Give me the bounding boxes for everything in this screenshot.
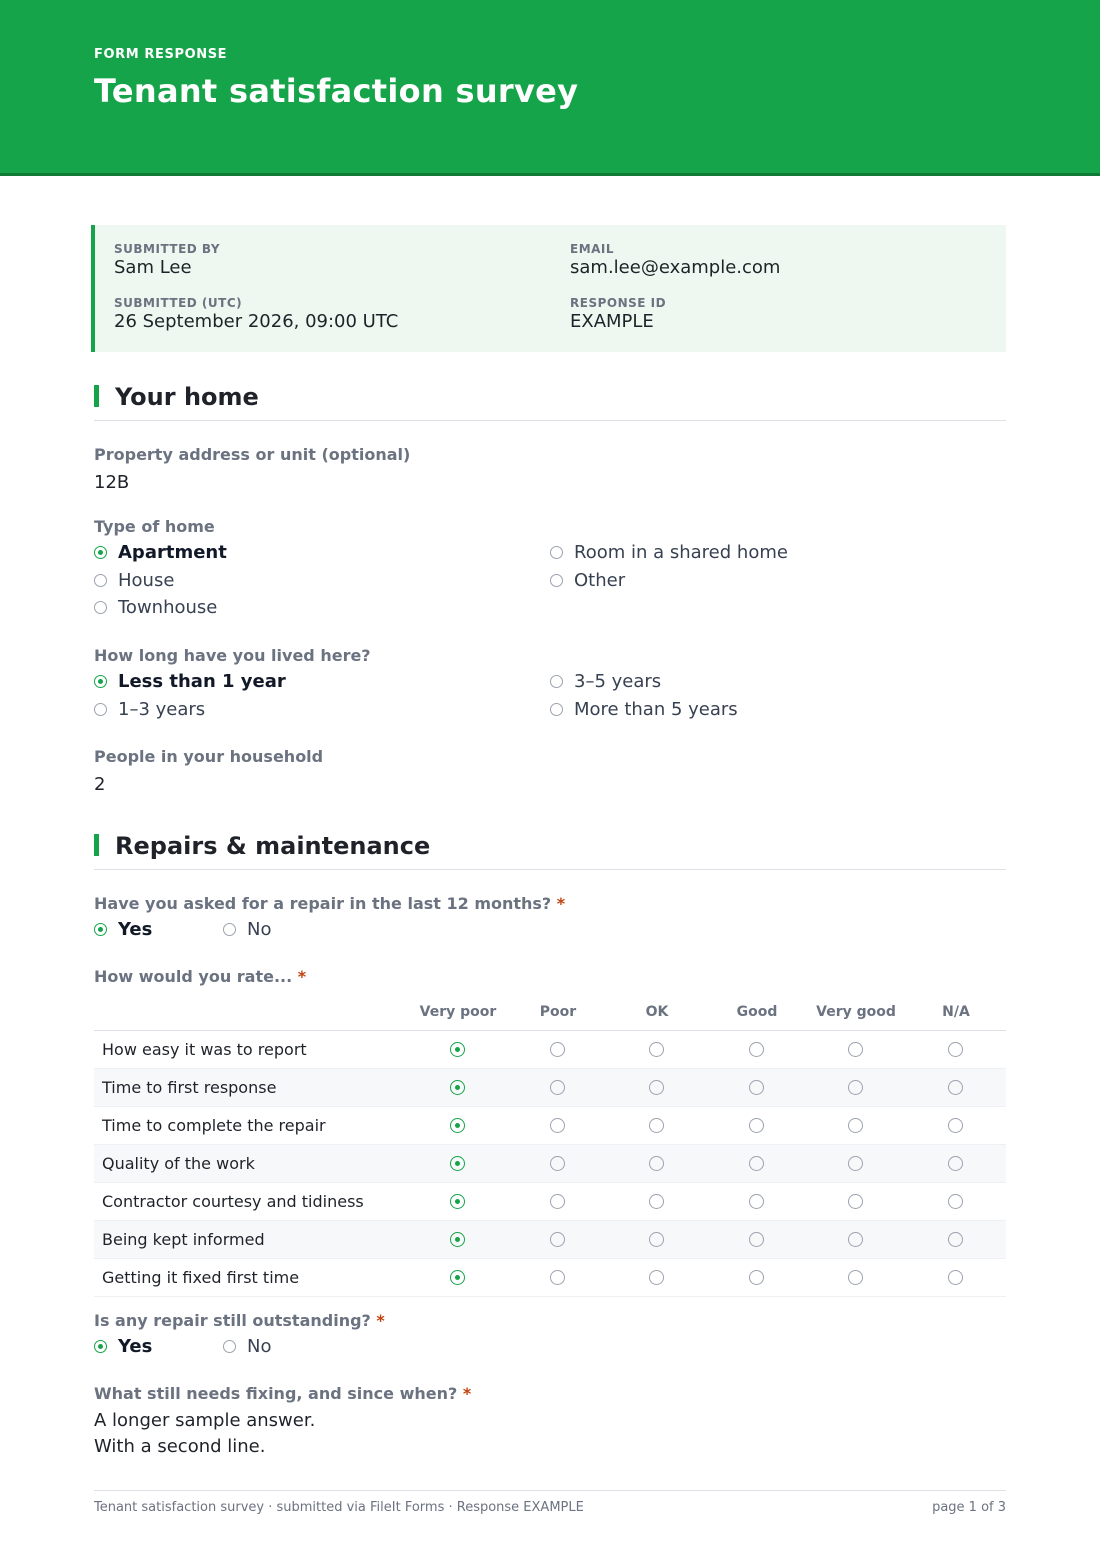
rating-row-label: Getting it fixed first time <box>102 1268 300 1287</box>
radio-empty-icon <box>550 1156 565 1171</box>
option-home-type-townhouse[interactable]: Townhouse <box>94 597 217 618</box>
radio-empty-icon <box>649 1232 664 1247</box>
form-eyebrow: FORM RESPONSE <box>94 47 228 62</box>
rating-radio-cell[interactable] <box>948 1080 963 1099</box>
radio-empty-icon <box>749 1118 764 1133</box>
submitted-by-value: Sam Lee <box>114 257 192 278</box>
question-outstanding-label: Is any repair still outstanding? * <box>94 1311 385 1330</box>
radio-selected-icon <box>450 1232 465 1247</box>
rating-radio-cell[interactable] <box>450 1042 465 1061</box>
rating-radio-cell[interactable] <box>749 1042 764 1061</box>
question-home-type-label: Type of home <box>94 517 215 536</box>
submitted-by-label: SUBMITTED BY <box>114 242 221 256</box>
rating-row-label: Time to complete the repair <box>102 1116 326 1135</box>
submitted-time-label: SUBMITTED (UTC) <box>114 296 243 310</box>
radio-empty-icon <box>550 546 563 559</box>
rating-radio-cell[interactable] <box>749 1194 764 1213</box>
option-home-type-apartment[interactable]: Apartment <box>94 542 227 563</box>
option-home-type-room[interactable]: Room in a shared home <box>550 542 788 563</box>
radio-empty-icon <box>550 1232 565 1247</box>
rating-grid <box>94 995 1006 1297</box>
page-footer <box>94 1490 1006 1515</box>
radio-empty-icon <box>223 923 236 936</box>
question-household-label: People in your household <box>94 747 324 766</box>
radio-selected-icon <box>94 923 107 936</box>
page-number: page 1 of 3 <box>932 1500 1006 1515</box>
radio-empty-icon <box>94 601 107 614</box>
required-mark: * <box>556 894 566 913</box>
rating-radio-cell[interactable] <box>550 1232 565 1251</box>
radio-empty-icon <box>649 1080 664 1095</box>
rating-radio-cell[interactable] <box>948 1232 963 1251</box>
radio-empty-icon <box>749 1232 764 1247</box>
option-duration-5-plus[interactable]: More than 5 years <box>550 699 738 720</box>
radio-selected-icon <box>450 1042 465 1057</box>
radio-empty-icon <box>749 1156 764 1171</box>
required-mark: * <box>462 1384 472 1403</box>
radio-empty-icon <box>749 1270 764 1285</box>
section-repairs <box>94 832 1006 870</box>
section-title-text: Repairs & maintenance <box>115 832 431 860</box>
radio-empty-icon <box>649 1270 664 1285</box>
rating-radio-cell[interactable] <box>848 1194 863 1213</box>
rating-row-label: Time to first response <box>102 1078 277 1097</box>
rating-radio-cell[interactable] <box>450 1080 465 1099</box>
option-duration-1-3[interactable]: 1–3 years <box>94 699 205 720</box>
rating-column-header: Good <box>736 1004 778 1020</box>
response-id-value: EXAMPLE <box>570 311 654 332</box>
radio-empty-icon <box>550 1270 565 1285</box>
section-accent-bar <box>94 834 99 856</box>
rating-column-header: Very good <box>816 1004 896 1020</box>
rating-radio-cell[interactable] <box>649 1270 664 1289</box>
rating-radio-cell[interactable] <box>550 1118 565 1137</box>
radio-empty-icon <box>948 1194 963 1209</box>
form-header <box>0 0 1100 176</box>
rating-column-header: Very poor <box>419 1004 497 1020</box>
option-home-type-other[interactable]: Other <box>550 570 625 591</box>
rating-grid-body <box>94 1031 1006 1297</box>
response-id <box>570 296 666 332</box>
rating-radio-cell[interactable] <box>450 1118 465 1137</box>
rating-row <box>94 1107 1006 1145</box>
radio-empty-icon <box>948 1042 963 1057</box>
question-rating-label: How would you rate... * <box>94 967 307 986</box>
form-title: Tenant satisfaction survey <box>94 72 579 110</box>
rating-radio-cell[interactable] <box>450 1194 465 1213</box>
rating-column-header: N/A <box>942 1004 970 1020</box>
email-label: EMAIL <box>570 242 615 256</box>
radio-selected-icon <box>94 675 107 688</box>
radio-empty-icon <box>848 1156 863 1171</box>
rating-radio-cell[interactable] <box>848 1270 863 1289</box>
rating-row <box>94 1145 1006 1183</box>
rating-radio-cell[interactable] <box>649 1118 664 1137</box>
radio-empty-icon <box>848 1042 863 1057</box>
question-duration-label: How long have you lived here? <box>94 646 371 665</box>
radio-empty-icon <box>550 1118 565 1133</box>
rating-column-header: OK <box>645 1004 669 1020</box>
rating-row-label: Quality of the work <box>102 1154 255 1173</box>
radio-empty-icon <box>948 1232 963 1247</box>
radio-selected-icon <box>450 1156 465 1171</box>
response-id-label: RESPONSE ID <box>570 296 667 310</box>
radio-empty-icon <box>550 1080 565 1095</box>
radio-empty-icon <box>848 1118 863 1133</box>
rating-radio-cell[interactable] <box>848 1042 863 1061</box>
rating-radio-cell[interactable] <box>749 1232 764 1251</box>
rating-radio-cell[interactable] <box>948 1270 963 1289</box>
radio-empty-icon <box>848 1232 863 1247</box>
radio-empty-icon <box>848 1194 863 1209</box>
rating-radio-cell[interactable] <box>749 1156 764 1175</box>
radio-selected-icon <box>94 546 107 559</box>
rating-radio-cell[interactable] <box>948 1194 963 1213</box>
rating-radio-cell[interactable] <box>649 1080 664 1099</box>
rating-radio-cell[interactable] <box>550 1270 565 1289</box>
rating-row-label: Contractor courtesy and tidiness <box>102 1192 364 1211</box>
rating-radio-cell[interactable] <box>550 1042 565 1061</box>
rating-radio-cell[interactable] <box>450 1232 465 1251</box>
option-duration-3-5[interactable]: 3–5 years <box>550 671 661 692</box>
required-mark: * <box>297 967 307 986</box>
rating-row <box>94 1183 1006 1221</box>
question-address-label: Property address or unit (optional) <box>94 445 411 464</box>
rating-row-label: Being kept informed <box>102 1230 265 1249</box>
rating-radio-cell[interactable] <box>848 1080 863 1099</box>
rating-radio-cell[interactable] <box>848 1156 863 1175</box>
rating-radio-cell[interactable] <box>749 1270 764 1289</box>
radio-empty-icon <box>550 574 563 587</box>
rating-radio-cell[interactable] <box>450 1270 465 1289</box>
radio-empty-icon <box>948 1270 963 1285</box>
rating-radio-cell[interactable] <box>848 1232 863 1251</box>
radio-selected-icon <box>450 1080 465 1095</box>
option-outstanding-yes[interactable]: Yes <box>94 1336 152 1357</box>
radio-selected-icon <box>94 1340 107 1353</box>
radio-empty-icon <box>649 1194 664 1209</box>
radio-selected-icon <box>450 1270 465 1285</box>
rating-row <box>94 1259 1006 1297</box>
rating-row-label: How easy it was to report <box>102 1040 307 1059</box>
submission-meta-panel <box>91 225 1006 352</box>
rating-radio-cell[interactable] <box>649 1156 664 1175</box>
rating-radio-cell[interactable] <box>948 1156 963 1175</box>
section-your-home <box>94 383 1006 421</box>
rating-radio-cell[interactable] <box>948 1042 963 1061</box>
rating-radio-cell[interactable] <box>649 1042 664 1061</box>
rating-radio-cell[interactable] <box>550 1080 565 1099</box>
radio-empty-icon <box>848 1080 863 1095</box>
radio-empty-icon <box>649 1042 664 1057</box>
answer-household: 2 <box>94 774 106 795</box>
radio-empty-icon <box>94 574 107 587</box>
rating-radio-cell[interactable] <box>649 1194 664 1213</box>
option-repair-asked-no[interactable]: No <box>223 919 271 940</box>
radio-empty-icon <box>948 1080 963 1095</box>
radio-empty-icon <box>749 1080 764 1095</box>
submitted-time-value: 26 September 2026, 09:00 UTC <box>114 311 399 332</box>
rating-row <box>94 1221 1006 1259</box>
rating-row <box>94 1069 1006 1107</box>
option-home-type-house[interactable]: House <box>94 570 174 591</box>
radio-empty-icon <box>550 675 563 688</box>
question-needs-fixing-label: What still needs fixing, and since when? * <box>94 1384 472 1403</box>
email <box>570 242 780 278</box>
rating-radio-cell[interactable] <box>749 1080 764 1099</box>
radio-empty-icon <box>948 1118 963 1133</box>
submitted-time <box>114 296 398 332</box>
rating-radio-cell[interactable] <box>948 1118 963 1137</box>
option-outstanding-no[interactable]: No <box>223 1336 271 1357</box>
section-title-text: Your home <box>115 383 259 411</box>
radio-empty-icon <box>749 1042 764 1057</box>
answer-address: 12B <box>94 472 130 493</box>
rating-radio-cell[interactable] <box>848 1118 863 1137</box>
option-duration-less-1[interactable]: Less than 1 year <box>94 671 286 692</box>
radio-empty-icon <box>948 1156 963 1171</box>
radio-empty-icon <box>649 1118 664 1133</box>
radio-empty-icon <box>223 1340 236 1353</box>
required-mark: * <box>376 1311 385 1330</box>
radio-empty-icon <box>848 1270 863 1285</box>
footer-info: Tenant satisfaction survey · submitted via FileIt Forms · Response EXAMPLE <box>94 1500 584 1515</box>
rating-column-header: Poor <box>539 1004 577 1020</box>
email-value: sam.lee@example.com <box>570 257 781 278</box>
radio-empty-icon <box>550 703 563 716</box>
rating-radio-cell[interactable] <box>649 1232 664 1251</box>
answer-needs-fixing-line1: A longer sample answer. <box>94 1410 316 1431</box>
rating-radio-cell[interactable] <box>450 1156 465 1175</box>
option-repair-asked-yes[interactable]: Yes <box>94 919 152 940</box>
submitted-by <box>114 242 220 278</box>
radio-empty-icon <box>749 1194 764 1209</box>
question-repair-asked-label: Have you asked for a repair in the last 12 months? * <box>94 894 566 913</box>
rating-radio-cell[interactable] <box>550 1194 565 1213</box>
rating-radio-cell[interactable] <box>550 1156 565 1175</box>
radio-empty-icon <box>550 1042 565 1057</box>
radio-empty-icon <box>550 1194 565 1209</box>
section-accent-bar <box>94 385 99 407</box>
radio-empty-icon <box>649 1156 664 1171</box>
answer-needs-fixing-line2: With a second line. <box>94 1436 266 1457</box>
radio-empty-icon <box>94 703 107 716</box>
rating-radio-cell[interactable] <box>749 1118 764 1137</box>
rating-row <box>94 1031 1006 1069</box>
rating-grid-header <box>94 995 1006 1031</box>
radio-selected-icon <box>450 1118 465 1133</box>
radio-selected-icon <box>450 1194 465 1209</box>
